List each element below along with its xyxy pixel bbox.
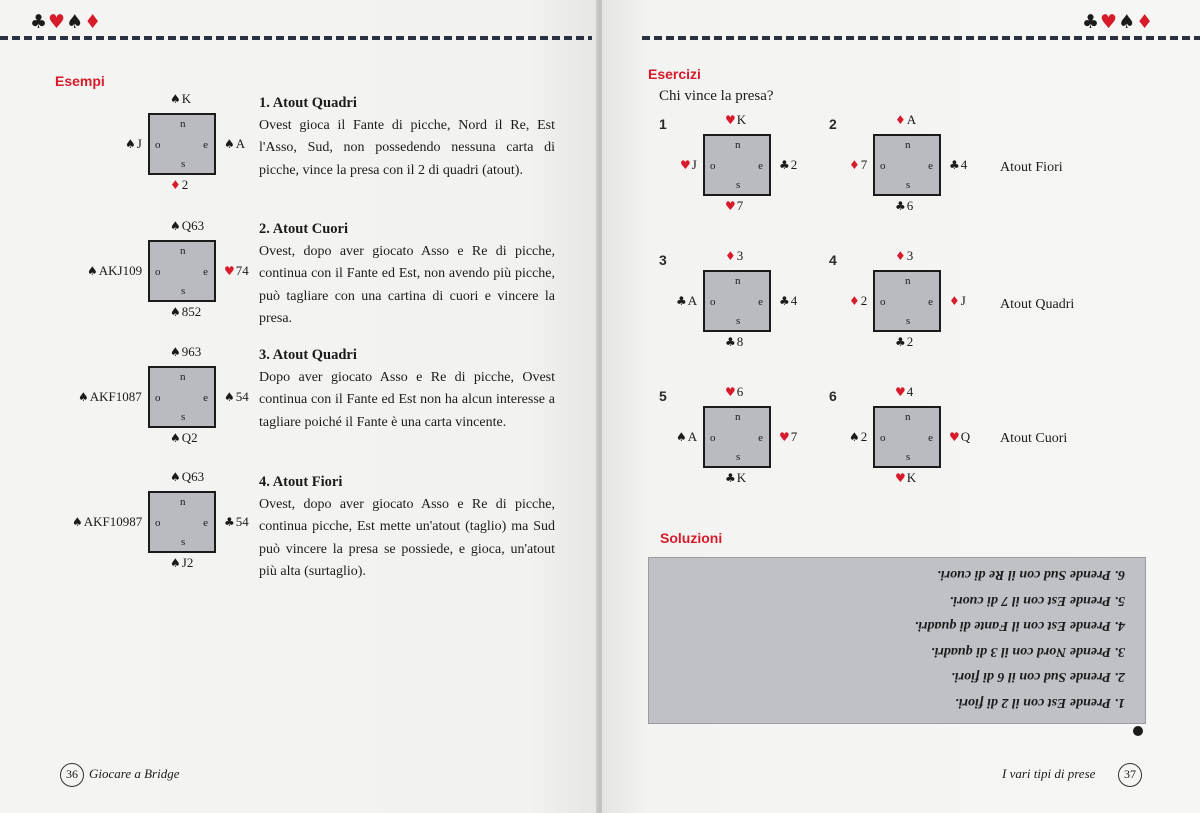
exercise-question: Chi vince la presa? [659, 88, 774, 104]
north-hand-value: 963 [181, 344, 202, 359]
compass-n: n [180, 371, 186, 383]
solution-item: 4. Prende Est con il Fante di quadri. [914, 618, 1125, 634]
compass-s: s [906, 315, 911, 327]
north-hand [725, 248, 743, 264]
south-hand [895, 334, 913, 350]
west-hand [78, 389, 142, 405]
north-hand [170, 218, 204, 234]
compass-n: n [735, 411, 741, 423]
solutions-box [648, 557, 1146, 724]
south-hand-suit-icon: ♦ [170, 178, 181, 192]
north-hand-value: 4 [906, 384, 914, 399]
club-icon: ♣ [30, 11, 49, 33]
west-hand-value: A [687, 429, 698, 444]
east-hand [949, 157, 967, 173]
compass-e: e [758, 296, 763, 308]
south-hand [725, 470, 746, 486]
compass-n: n [180, 118, 186, 130]
running-title: I vari tipi di prese [1002, 766, 1096, 781]
compass-s: s [181, 285, 186, 297]
west-hand-suit-icon: ♠ [849, 430, 860, 444]
east-hand [224, 136, 245, 152]
south-hand-value: 7 [736, 198, 744, 213]
bridge-table [148, 113, 216, 175]
example-body: Dopo aver giocato Asso e Re di picche, Ovest continua con il Fante ed Est non ha alcun interesse a tagliare poiché il Fante è una carta vincente. [259, 369, 555, 430]
north-hand-suit-icon: ♥ [725, 385, 736, 399]
west-hand-suit-icon: ♥ [680, 158, 691, 172]
compass-n: n [735, 275, 741, 287]
east-hand-suit-icon: ♥ [224, 264, 235, 278]
bridge-table [703, 270, 771, 332]
east-hand-value: 4 [960, 157, 968, 172]
compass-o: o [710, 432, 716, 444]
west-hand [676, 293, 697, 309]
compass-n: n [735, 139, 741, 151]
east-hand-value: 4 [790, 293, 798, 308]
west-hand-suit-icon: ♦ [849, 158, 860, 172]
compass-n: n [180, 496, 186, 508]
exercise-number: 1 [659, 116, 667, 132]
compass-o: o [880, 296, 886, 308]
east-hand [949, 429, 970, 445]
south-hand-suit-icon: ♠ [170, 305, 181, 319]
east-hand [779, 157, 797, 173]
south-hand-value: K [906, 470, 917, 485]
south-hand-suit-icon: ♥ [895, 471, 906, 485]
south-hand-suit-icon: ♣ [725, 335, 736, 349]
north-hand [895, 384, 913, 400]
west-hand-suit-icon: ♠ [125, 137, 136, 151]
bridge-table [873, 406, 941, 468]
south-hand-value: 2 [906, 334, 914, 349]
compass-e: e [203, 266, 208, 278]
compass-s: s [181, 536, 186, 548]
compass-o: o [880, 160, 886, 172]
west-hand-value: J [691, 157, 697, 172]
north-hand [170, 469, 204, 485]
compass-e: e [928, 432, 933, 444]
exercise-number: 6 [829, 388, 837, 404]
compass-o: o [710, 296, 716, 308]
south-hand-suit-icon: ♣ [725, 471, 736, 485]
north-hand-value: 6 [736, 384, 744, 399]
example-body: Ovest, dopo aver giocato Asso e Re di picche, continua con il Fante ed Est, non avendo più picche, può tagliare con una cartina di cuori e vincere la presa. [259, 243, 555, 326]
east-hand-suit-icon: ♠ [224, 137, 235, 151]
section-title-esercizi: Esercizi [648, 66, 701, 82]
west-hand-suit-icon: ♠ [87, 264, 98, 278]
west-hand-suit-icon: ♣ [676, 294, 687, 308]
section-title-esempi: Esempi [55, 73, 105, 89]
bridge-table [148, 491, 216, 553]
bridge-table [703, 134, 771, 196]
north-hand-suit-icon: ♠ [170, 92, 181, 106]
north-hand [725, 384, 743, 400]
west-hand-value: 2 [860, 429, 868, 444]
bridge-table [703, 406, 771, 468]
diamond-icon: ♦ [1136, 11, 1155, 33]
section-title-soluzioni: Soluzioni [660, 530, 723, 546]
north-hand-suit-icon: ♠ [170, 219, 181, 233]
compass-o: o [155, 517, 161, 529]
north-hand-suit-icon: ♦ [725, 249, 736, 263]
heart-icon: ♥ [48, 11, 67, 33]
east-hand-value: 54 [235, 389, 249, 404]
south-hand [170, 177, 188, 193]
south-hand [170, 555, 193, 571]
example-1 [259, 92, 555, 182]
east-hand [224, 389, 249, 405]
west-hand [849, 157, 867, 173]
west-hand [680, 157, 697, 173]
compass-n: n [180, 245, 186, 257]
exercise-number: 4 [829, 252, 837, 268]
south-hand-suit-icon: ♠ [170, 431, 181, 445]
north-hand-value: A [906, 112, 917, 127]
west-hand-suit-icon: ♠ [676, 430, 687, 444]
south-hand [895, 470, 916, 486]
east-hand-suit-icon: ♥ [779, 430, 790, 444]
south-hand [895, 198, 913, 214]
compass-e: e [928, 296, 933, 308]
north-hand [170, 91, 191, 107]
east-hand-suit-icon: ♣ [779, 158, 790, 172]
running-title: Giocare a Bridge [89, 766, 180, 781]
header-suits [30, 11, 102, 33]
south-hand-suit-icon: ♣ [895, 335, 906, 349]
east-hand-value: 2 [790, 157, 798, 172]
south-hand [725, 198, 743, 214]
north-hand [895, 112, 916, 128]
compass-e: e [203, 517, 208, 529]
exercise-number: 5 [659, 388, 667, 404]
compass-e: e [203, 392, 208, 404]
south-hand [170, 430, 198, 446]
north-hand-suit-icon: ♠ [170, 345, 181, 359]
compass-n: n [905, 275, 911, 287]
east-hand-suit-icon: ♣ [779, 294, 790, 308]
compass-e: e [928, 160, 933, 172]
north-hand-value: K [736, 112, 747, 127]
west-hand [72, 514, 142, 530]
east-hand-suit-icon: ♣ [949, 158, 960, 172]
exercise-number: 2 [829, 116, 837, 132]
atout-label: Atout Cuori [1000, 431, 1068, 446]
header-divider [0, 36, 592, 40]
solutions-list-upside-down [649, 558, 1147, 725]
east-hand-value: A [235, 136, 246, 151]
north-hand-suit-icon: ♥ [895, 385, 906, 399]
north-hand-value: 3 [736, 248, 744, 263]
compass-n: n [905, 139, 911, 151]
page-number: 37 [1118, 763, 1142, 787]
south-hand-value: Q2 [181, 430, 198, 445]
east-hand [949, 293, 966, 309]
page-number: 36 [60, 763, 84, 787]
atout-label: Atout Fiori [1000, 160, 1063, 175]
south-hand-suit-icon: ♥ [725, 199, 736, 213]
left-page [0, 0, 598, 813]
example-4 [259, 471, 555, 584]
compass-o: o [155, 266, 161, 278]
south-hand-suit-icon: ♠ [170, 556, 181, 570]
south-hand-value: 8 [736, 334, 744, 349]
compass-s: s [906, 179, 911, 191]
compass-e: e [758, 432, 763, 444]
south-hand [170, 304, 201, 320]
example-2 [259, 218, 555, 331]
exercise-number: 3 [659, 252, 667, 268]
west-hand-value: J [136, 136, 142, 151]
solution-item: 3. Prende Nord con il 3 di quadri. [930, 644, 1125, 659]
header-suits [1082, 11, 1154, 33]
east-hand-value: J [960, 293, 966, 308]
solution-item: 2. Prende Sud con il 6 di fiori. [951, 669, 1125, 685]
solution-item: 1. Prende Est con il 2 di fiori. [955, 695, 1125, 710]
east-hand [779, 429, 797, 445]
compass-s: s [181, 411, 186, 423]
west-hand-value: A [687, 293, 698, 308]
bridge-table [873, 270, 941, 332]
heart-icon: ♥ [1100, 11, 1119, 33]
north-hand-value: 3 [906, 248, 914, 263]
west-hand-suit-icon: ♦ [849, 294, 860, 308]
compass-s: s [181, 158, 186, 170]
example-title: 4. Atout Fiori [259, 474, 343, 490]
compass-o: o [155, 392, 161, 404]
west-hand-value: AKJ109 [98, 263, 143, 278]
west-hand [849, 293, 867, 309]
club-icon: ♣ [1082, 11, 1101, 33]
east-hand-value: 54 [235, 514, 249, 529]
bridge-table [148, 366, 216, 428]
north-hand [895, 248, 913, 264]
north-hand-suit-icon: ♥ [725, 113, 736, 127]
west-hand [125, 136, 142, 152]
solution-item: 6. Prende Sud con il Re di cuori. [937, 567, 1125, 583]
example-title: 2. Atout Cuori [259, 221, 349, 237]
bullet-dot [1133, 726, 1143, 736]
compass-e: e [203, 139, 208, 151]
atout-label: Atout Quadri [1000, 297, 1075, 312]
compass-o: o [880, 432, 886, 444]
north-hand [725, 112, 746, 128]
west-hand-value: AKF1087 [89, 389, 142, 404]
south-hand-value: J2 [181, 555, 194, 570]
example-title: 1. Atout Quadri [259, 95, 357, 111]
north-hand-value: Q63 [181, 218, 205, 233]
west-hand-value: AKF10987 [83, 514, 143, 529]
east-hand-suit-icon: ♦ [949, 294, 960, 308]
example-3 [259, 344, 555, 434]
bridge-table [873, 134, 941, 196]
east-hand-suit-icon: ♠ [224, 390, 235, 404]
east-hand-value: 74 [235, 263, 249, 278]
west-hand [676, 429, 697, 445]
north-hand-value: K [181, 91, 192, 106]
compass-s: s [736, 179, 741, 191]
compass-e: e [758, 160, 763, 172]
south-hand [725, 334, 743, 350]
east-hand-suit-icon: ♣ [224, 515, 235, 529]
north-hand [170, 344, 201, 360]
bridge-table [148, 240, 216, 302]
south-hand-suit-icon: ♣ [895, 199, 906, 213]
west-hand [849, 429, 867, 445]
north-hand-suit-icon: ♦ [895, 113, 906, 127]
south-hand-value: 852 [181, 304, 202, 319]
south-hand-value: 2 [181, 177, 189, 192]
spade-icon: ♠ [1118, 11, 1137, 33]
spade-icon: ♠ [66, 11, 85, 33]
example-body: Ovest, dopo aver giocato Asso e Re di picche, continua picche, Est mette un'atout (taglio) ma Sud può vincere la presa se possiede, e gioca, un'atout più alta (surtaglio). [259, 496, 555, 579]
west-hand-value: 7 [860, 157, 868, 172]
east-hand [224, 263, 249, 279]
west-hand-suit-icon: ♠ [78, 390, 89, 404]
example-title: 3. Atout Quadri [259, 347, 357, 363]
solution-item: 5. Prende Est con il 7 di cuori. [949, 593, 1125, 608]
east-hand-suit-icon: ♥ [949, 430, 960, 444]
diamond-icon: ♦ [84, 11, 103, 33]
east-hand [224, 514, 249, 530]
east-hand-value: Q [960, 429, 971, 444]
north-hand-suit-icon: ♦ [895, 249, 906, 263]
east-hand-value: 7 [790, 429, 798, 444]
compass-o: o [710, 160, 716, 172]
header-divider [642, 36, 1200, 40]
compass-s: s [906, 451, 911, 463]
north-hand-suit-icon: ♠ [170, 470, 181, 484]
compass-s: s [736, 315, 741, 327]
west-hand [87, 263, 142, 279]
north-hand-value: Q63 [181, 469, 205, 484]
compass-o: o [155, 139, 161, 151]
compass-n: n [905, 411, 911, 423]
compass-s: s [736, 451, 741, 463]
west-hand-value: 2 [860, 293, 868, 308]
south-hand-value: K [736, 470, 747, 485]
east-hand [779, 293, 797, 309]
west-hand-suit-icon: ♠ [72, 515, 83, 529]
south-hand-value: 6 [906, 198, 914, 213]
example-body: Ovest gioca il Fante di picche, Nord il Re, Est l'Asso, Sud, non possedendo nessuna carta di picche, vince la presa con il 2 di quadri (atout). [259, 117, 555, 178]
